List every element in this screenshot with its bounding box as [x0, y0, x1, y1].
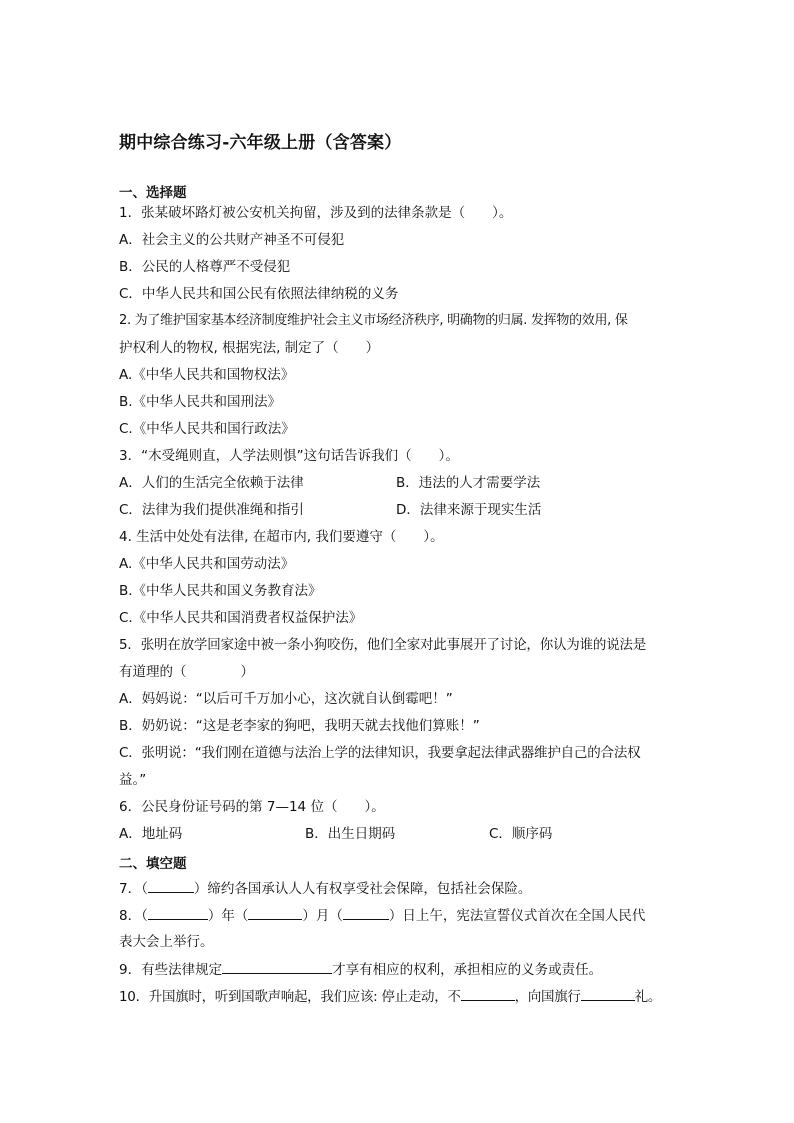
answer-blank[interactable]	[461, 986, 515, 1001]
question-8-year: ）年（	[207, 908, 249, 924]
question-3-option-d: D．法律来源于现实生活	[396, 502, 542, 518]
question-9-after: 才享有相应的权利，承担相应的义务或责任。	[332, 962, 603, 978]
question-2-stem-line2: 护权利人的物权, 根据宪法, 制定了（ ）	[119, 340, 380, 356]
section-heading-fill-blank: 二、填空题	[119, 856, 187, 872]
question-7	[119, 878, 531, 899]
answer-blank[interactable]	[222, 959, 332, 974]
question-7-rest: ）缔约各国承认人人有权享受社会保障，包括社会保险。	[193, 881, 532, 897]
question-6-stem: 6．公民身份证号码的第 7—14 位（ ）。	[119, 799, 385, 815]
question-10-after: 礼。	[634, 989, 662, 1005]
question-6-option-a: A．地址码	[119, 826, 183, 842]
question-1-option-c: C．中华人民共和国公民有依照法律纳税的义务	[119, 286, 399, 302]
answer-blank-day[interactable]	[343, 905, 389, 920]
question-3-option-a: A．人们的生活完全依赖于法律	[119, 475, 304, 491]
question-4-stem: 4. 生活中处处有法律, 在超市内, 我们要遵守（ ）。	[119, 529, 444, 545]
question-3-stem: 3．“木受绳则直，人学法则惧”这句话告诉我们（ ）。	[119, 448, 459, 464]
answer-blank-year[interactable]	[148, 905, 208, 920]
answer-blank[interactable]	[581, 986, 635, 1001]
question-8-open: 8．（	[119, 908, 148, 924]
question-5-option-b: B．奶奶说：“这是老李家的狗吧，我明天就去找他们算账！”	[119, 718, 480, 734]
question-8-day-rest: ）日上午，宪法宣誓仪式首次在全国人民代	[388, 908, 646, 924]
question-2-stem-line1: 2. 为了维护国家基本经济制度维护社会主义市场经济秩序, 明确物的归属. 发挥物的效用, 保	[119, 313, 628, 328]
question-7-open: 7．（	[119, 881, 148, 897]
question-8	[119, 905, 645, 926]
question-4-option-b: B.《中华人民共和国义务教育法》	[119, 583, 322, 599]
question-5-stem-line2: 有道理的（ ）	[119, 664, 254, 680]
question-4-option-a: A.《中华人民共和国劳动法》	[119, 556, 295, 572]
question-6-option-c: C．顺序码	[489, 826, 553, 842]
question-9	[119, 959, 602, 980]
question-2-option-c: C.《中华人民共和国行政法》	[119, 421, 295, 437]
question-5-option-c-line2: 益。”	[119, 772, 147, 788]
section-heading-choice: 一、选择题	[119, 185, 187, 201]
question-8-month: ）月（	[302, 908, 343, 924]
question-3-option-c: C．法律为我们提供准绳和指引	[119, 502, 304, 518]
question-6-option-b: B．出生日期码	[305, 826, 396, 842]
question-2-option-b: B.《中华人民共和国刑法》	[119, 394, 282, 410]
question-2-option-a: A.《中华人民共和国物权法》	[119, 367, 295, 383]
question-10	[119, 986, 661, 1007]
question-8-line2: 表大会上举行。	[119, 934, 214, 950]
question-10-before: 10．升国旗时，听到国歌声响起，我们应该: 停止走动，不	[119, 989, 461, 1005]
question-9-before: 9．有些法律规定	[119, 962, 223, 978]
page-title: 期中综合练习-六年级上册（含答案）	[119, 133, 402, 153]
answer-blank-month[interactable]	[248, 905, 302, 920]
question-5-stem-line1: 5．张明在放学回家途中被一条小狗咬伤，他们全家对此事展开了讨论，你认为谁的说法是	[119, 637, 647, 653]
question-3-option-b: B．违法的人才需要学法	[396, 475, 541, 491]
question-4-option-c: C.《中华人民共和国消费者权益保护法》	[119, 610, 363, 626]
question-5-option-c-line1: C．张明说：“我们刚在道德与法治上学的法律知识，我要拿起法律武器维护自己的合法权	[119, 745, 641, 761]
question-1-option-b: B．公民的人格尊严不受侵犯	[119, 259, 291, 275]
question-1-option-a: A．社会主义的公共财产神圣不可侵犯	[119, 232, 345, 248]
answer-blank[interactable]	[148, 878, 194, 893]
question-1-stem: 1．张某破坏路灯被公安机关拘留，涉及到的法律条款是（ ）。	[119, 205, 513, 221]
question-10-middle: ，向国旗行	[514, 989, 581, 1005]
question-5-option-a: A．妈妈说：“以后可千万加小心，这次就自认倒霉吧！”	[119, 691, 453, 707]
